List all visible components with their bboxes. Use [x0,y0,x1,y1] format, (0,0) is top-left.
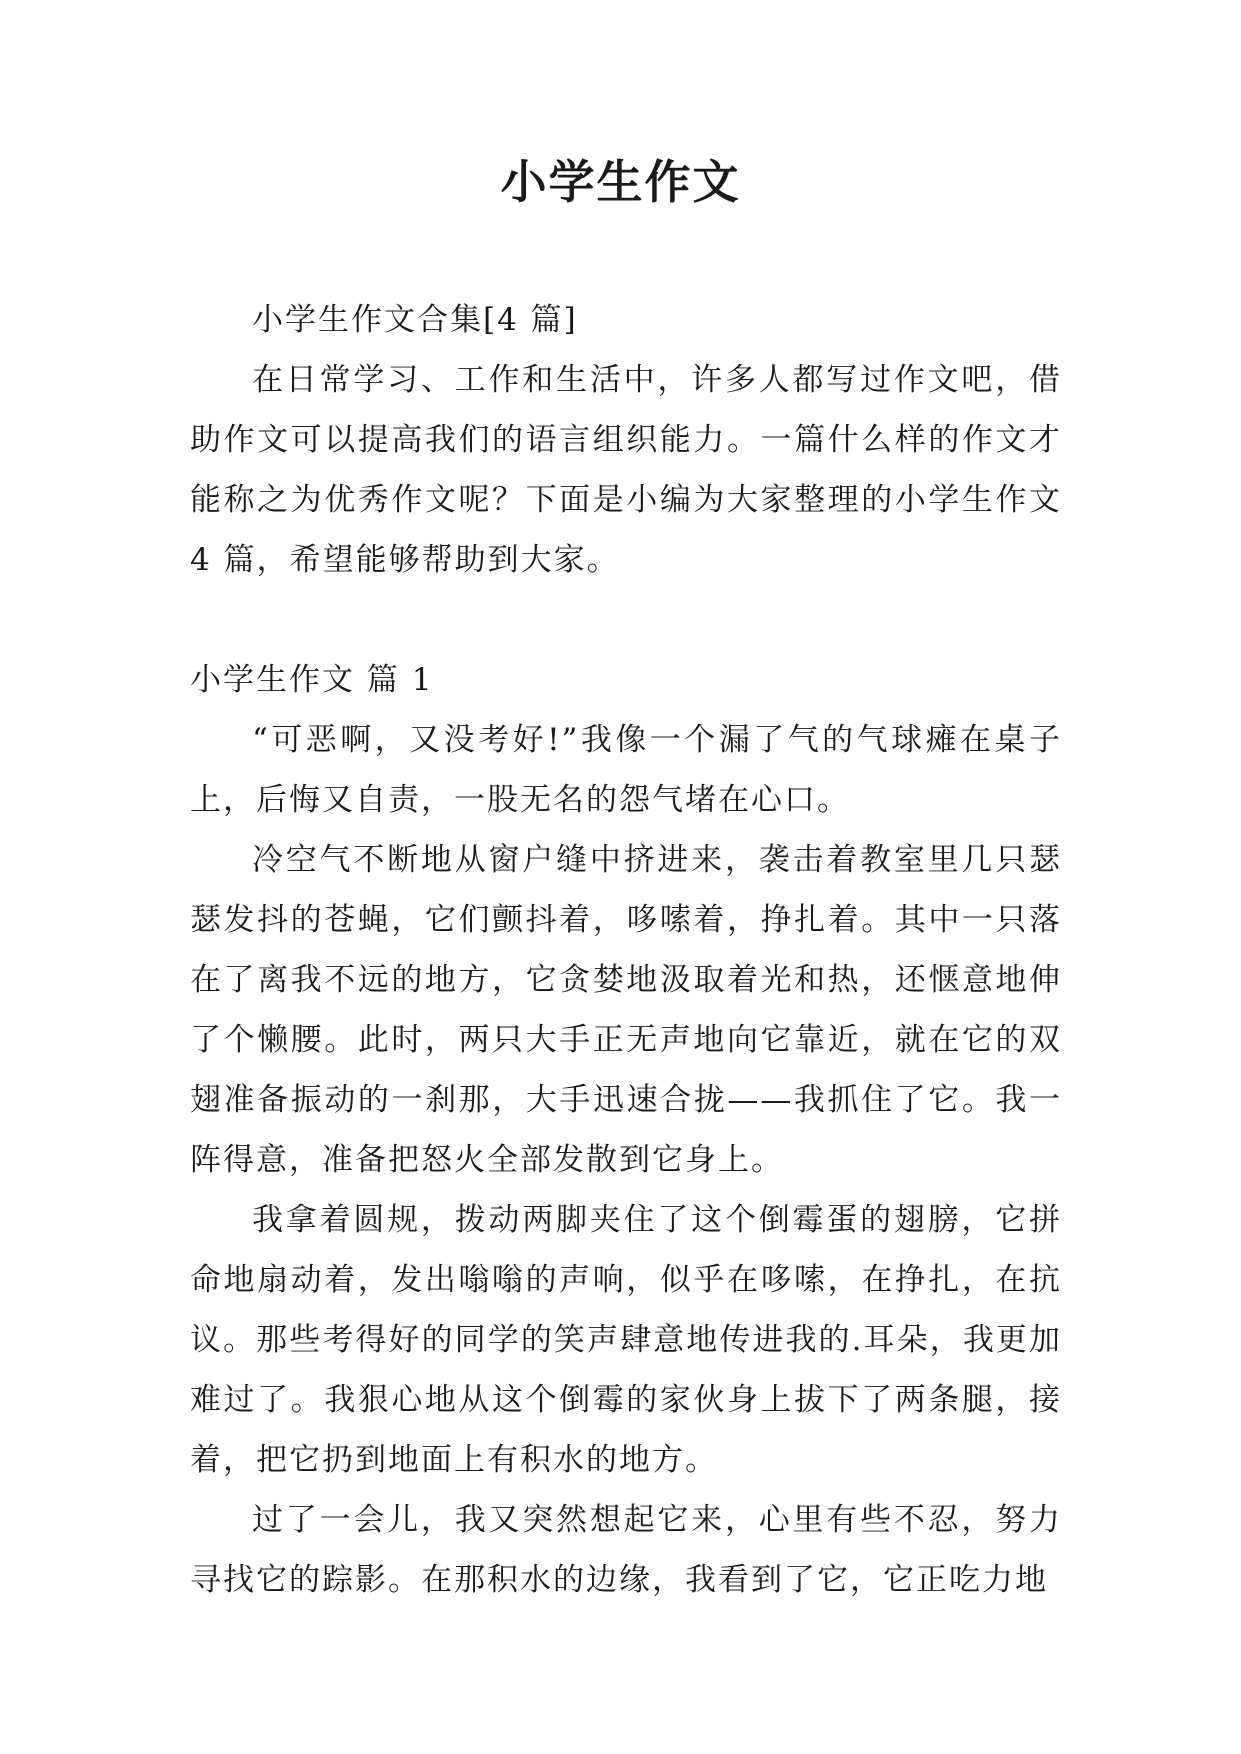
body-paragraph: 冷空气不断地从窗户缝中挤进来，袭击着教室里几只瑟瑟发抖的苍蝇，它们颤抖着，哆嗦着，挣扎着。其中一只落在了离我不远的地方，它贪婪地汲取着光和热，还惬意地伸了个懒腰。此时，两只大手正无声地向它靠近，就在它的双翅准备振动的一刹那，大手迅速合拢——我抓住了它。我一阵得意，准备把怒火全部发散到它身上。 [190,842,1062,1178]
collection-subtitle: 小学生作文合集[4 篇] [252,302,578,338]
intro-paragraph: 在日常学习、工作和生活中，许多人都写过作文吧，借助作文可以提高我们的语言组织能力。一篇什么样的作文才能称之为优秀作文呢？下面是小编为大家整理的小学生作文 4 篇，希望能够帮助到大家。 [190,362,1062,578]
document-body [190,290,1062,1610]
section-heading: 小学生作文 篇 1 [190,662,434,698]
body-paragraph: “可恶啊，又没考好!”我像一个漏了气的气球瘫在桌子上，后悔又自责，一股无名的怨气堵在心口。 [190,722,1062,818]
section-spacer [190,590,1062,650]
body-paragraph: 我拿着圆规，拨动两脚夹住了这个倒霉蛋的翅膀，它拼命地扇动着，发出嗡嗡的声响，似乎在哆嗦，在挣扎，在抗议。那些考得好的同学的笑声肆意地传进我的.耳朵，我更加难过了。我狠心地从这个倒霉的家伙身上拔下了两条腿，接着，把它扔到地面上有积水的地方。 [190,1202,1062,1478]
body-paragraph: 过了一会儿，我又突然想起它来，心里有些不忍，努力寻找它的踪影。在那积水的边缘，我看到了它，它正吃力地 [190,1502,1062,1598]
document-title: 小学生作文 [500,155,741,209]
